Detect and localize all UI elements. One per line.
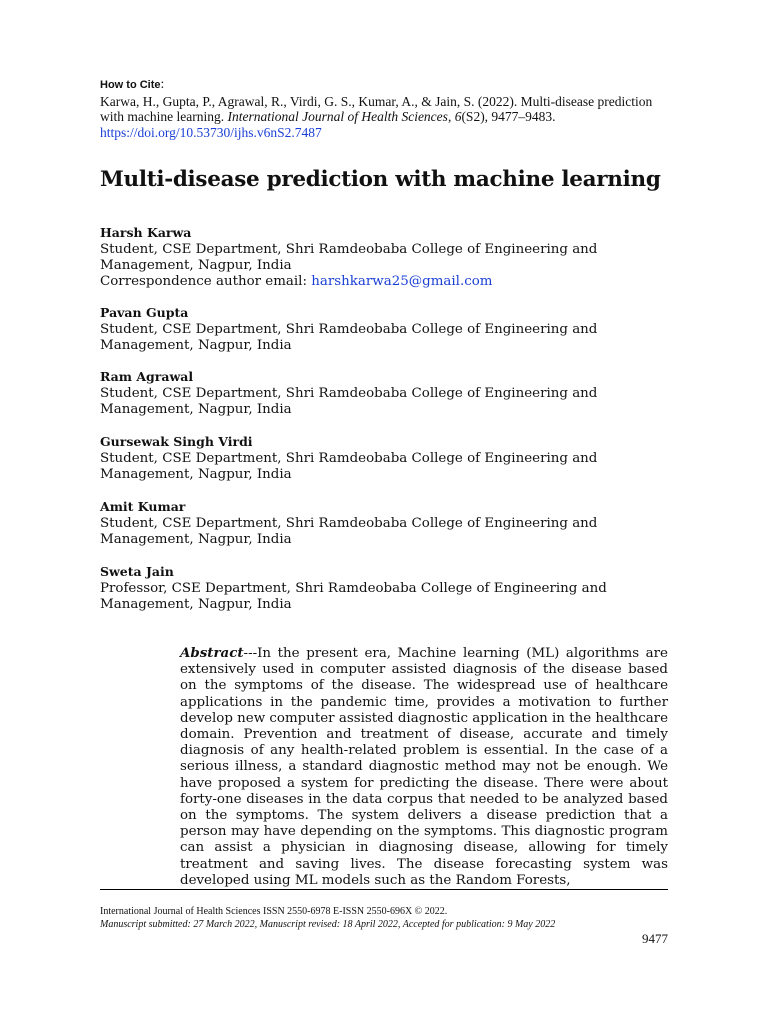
author-name: Sweta Jain — [100, 564, 174, 579]
author-block — [100, 305, 660, 354]
author-name: Harsh Karwa — [100, 225, 192, 240]
author-affiliation: Student, CSE Department, Shri Ramdeobaba College of Engineering and Management, Nagpur, India — [100, 386, 598, 417]
footer-divider — [100, 889, 668, 890]
author-name: Pavan Gupta — [100, 305, 189, 320]
citation-volume: 6 — [454, 109, 462, 124]
citation-journal: International Journal of Health Sciences — [227, 109, 448, 124]
author-affiliation: Student, CSE Department, Shri Ramdeobaba College of Engineering and Management, Nagpur, India — [100, 451, 598, 482]
how-to-cite-label: How to Cite — [100, 79, 161, 91]
author-affiliation: Student, CSE Department, Shri Ramdeobaba College of Engineering and Management, Nagpur, India — [100, 242, 598, 273]
page-footer — [100, 905, 670, 931]
correspondence-line: Correspondence author email: harshkarwa25@gmail.com — [100, 274, 493, 289]
journal-issn-line: International Journal of Health Sciences ISSN 2550-6978 E-ISSN 2550-696X © 2022. — [100, 906, 448, 917]
author-block — [100, 225, 660, 290]
doi-link[interactable]: https://doi.org/10.53730/ijhs.v6nS2.7487 — [100, 124, 322, 140]
abstract-text: ---In the present era, Machine learning (ML) algorithms are extensively used in computer assisted diagnosis of the disease based on the symptoms of the disease. The widespread use of healthcare applications in the pandemic time, provides a motivation to further develop new computer assisted diagnostic application in the healthcare domain. Prevention and treatment of disease, accurate and timely diagnosis of any health-related problem is essential. In the case of a serious illness, a standard diagnostic method may not be enough. We have proposed a system for predicting the disease. There were about forty-one diseases in the data corpus that needed to be analyzed based on the symptoms. The system delivers a disease prediction that a person may have depending on the symptoms. This diagnostic program can assist a physician in diagnosing disease, allowing for timely treatment and saving lives. The disease forecasting system was developed using ML models such as the Random Forests, — [180, 646, 669, 888]
author-email-link[interactable]: harshkarwa25@gmail.com — [311, 274, 493, 289]
abstract — [180, 645, 668, 889]
author-block — [100, 564, 660, 613]
manuscript-dates-line: Manuscript submitted: 27 March 2022, Manuscript revised: 18 April 2022, Accepted for publication: 9 May 2022 — [100, 919, 556, 930]
author-affiliation: Professor, CSE Department, Shri Ramdeobaba College of Engineering and Management, Nagpur, India — [100, 581, 607, 612]
author-affiliation: Student, CSE Department, Shri Ramdeobaba College of Engineering and Management, Nagpur, India — [100, 322, 598, 353]
how-to-cite: How to Cite: Karwa, H., Gupta, P., Agrawal, R., Virdi, G. S., Kumar, A., & Jain, S. (2022). Multi-disease prediction with machine learning. International Journal of Health Sciences, 6(S2), 9477–9483. https://doi.org/10.53730/ijhs.v6nS2.7487 — [100, 76, 670, 140]
abstract-label: Abstract — [180, 645, 244, 661]
author-block — [100, 499, 660, 548]
author-name: Ram Agrawal — [100, 369, 194, 384]
author-affiliation: Student, CSE Department, Shri Ramdeobaba College of Engineering and Management, Nagpur, India — [100, 516, 598, 547]
citation-text: Karwa, H., Gupta, P., Agrawal, R., Virdi, G. S., Kumar, A., & Jain, S. (2022). Multi-disease prediction with machine learning. International Journal of Health Sciences, 6(S2), 9477–9483. https://doi.org/10.53730/ijhs.v6nS2.7487 — [100, 93, 653, 140]
author-name: Amit Kumar — [100, 499, 186, 514]
page-number: 9477 — [642, 931, 668, 946]
author-block — [100, 434, 660, 483]
author-name: Gursewak Singh Virdi — [100, 434, 253, 449]
paper-title: Multi-disease prediction with machine learning — [100, 167, 661, 192]
author-block — [100, 369, 660, 418]
